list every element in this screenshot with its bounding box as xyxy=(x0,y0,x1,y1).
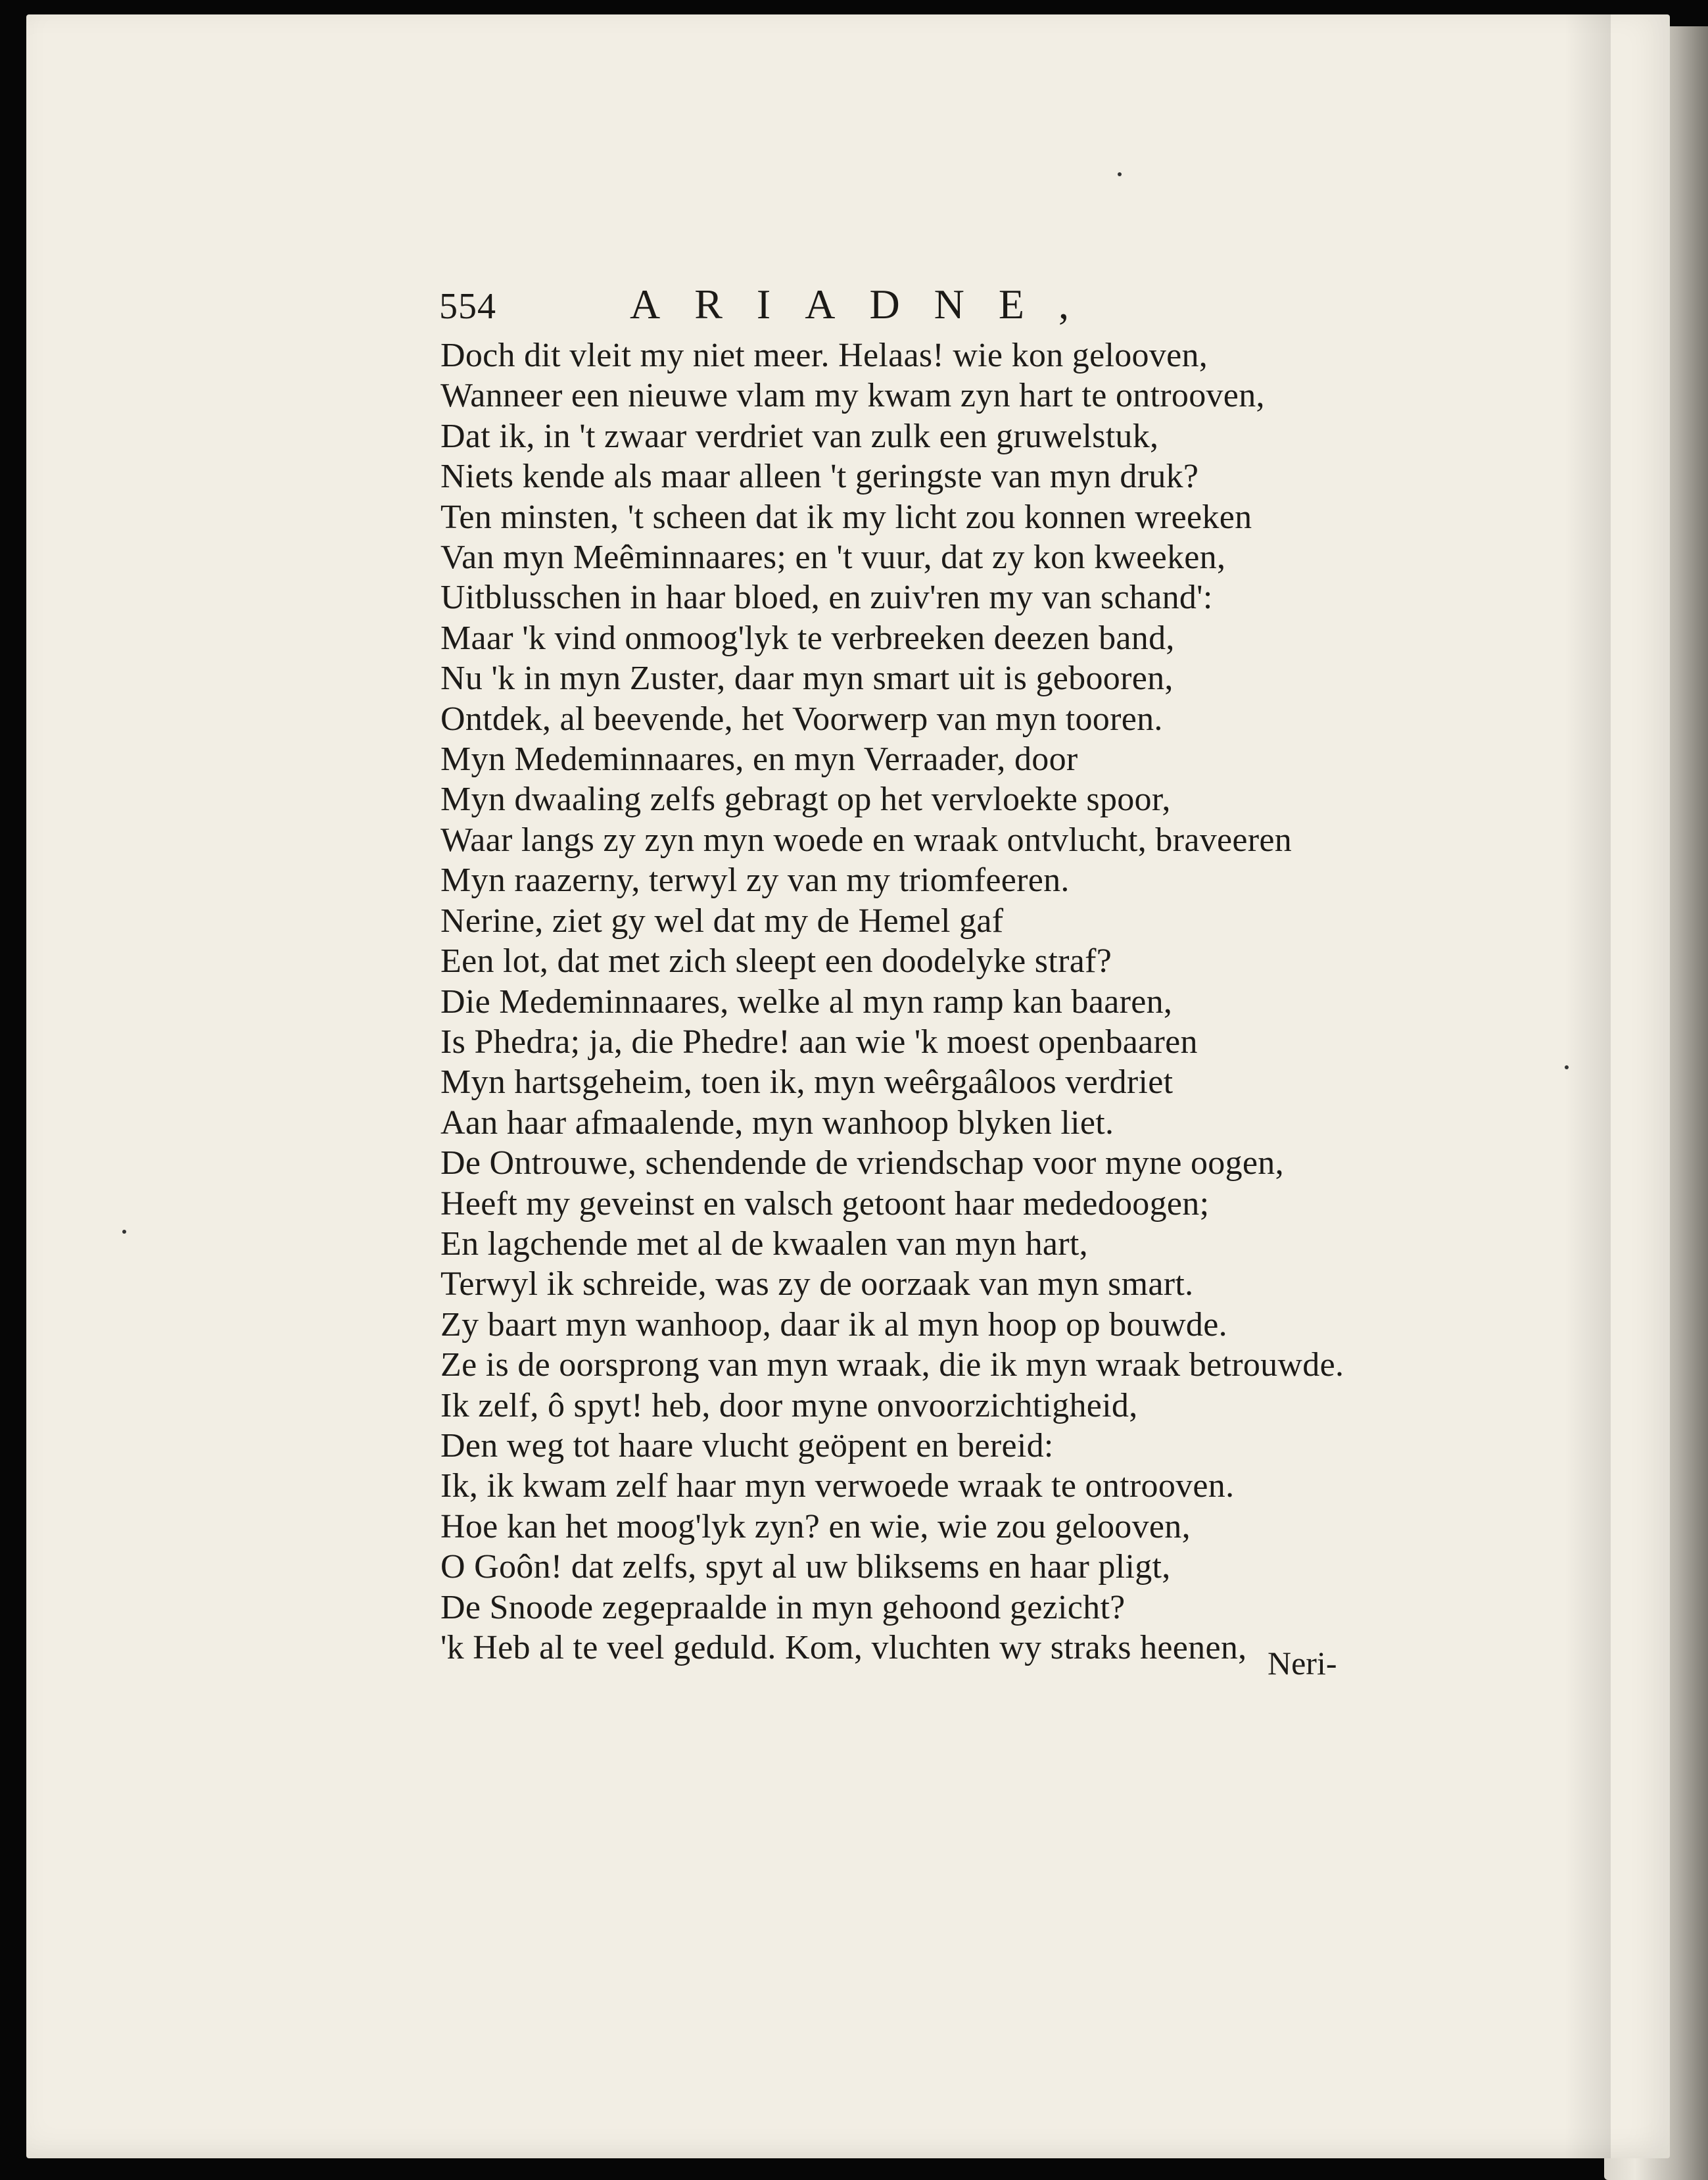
verse-line: Nerine, ziet gy wel dat my de Hemel gaf xyxy=(440,902,1004,940)
verse-line: Wanneer een nieuwe vlam my kwam zyn hart te ontrooven, xyxy=(440,377,1265,415)
verse-line: 'k Heb al te veel geduld. Kom, vluchten wy straks heenen, xyxy=(440,1629,1247,1666)
verse-line: Myn hartsgeheim, toen ik, myn weêrgaâloos verdriet xyxy=(440,1063,1174,1102)
verse-line: Ontdek, al beevende, het Voorwerp van myn tooren. xyxy=(440,700,1163,738)
verse-line: Aan haar afmaalende, myn wanhoop blyken liet. xyxy=(440,1103,1114,1142)
verse-line: De Snoode zegepraalde in myn gehoond gezicht? xyxy=(440,1588,1126,1626)
verse-line: Heeft my geveinst en valsch getoont haar mededoogen; xyxy=(440,1184,1210,1223)
verse-line: Ik, ik kwam zelf haar myn verwoede wraak te ontrooven. xyxy=(440,1467,1235,1505)
verse-line: Een lot, dat met zich sleept een doodelyke straf? xyxy=(440,942,1112,981)
verse-line: En lagchende met al de kwaalen van myn hart, xyxy=(440,1224,1088,1263)
verse-line: Waar langs zy zyn myn woede en wraak ontvlucht, braveeren xyxy=(440,821,1293,859)
verse-line: Nu 'k in myn Zuster, daar myn smart uit is gebooren, xyxy=(440,660,1174,698)
verse-line: Uitblusschen in haar bloed, en zuiv'ren my van schand': xyxy=(440,579,1213,617)
verse-line: Terwyl ik schreide, was zy de oorzaak van myn smart. xyxy=(440,1265,1194,1303)
page-header xyxy=(439,276,1241,335)
verse-text xyxy=(440,335,1387,1668)
verse-line: Maar 'k vind onmoog'lyk te verbreeken deezen band, xyxy=(440,619,1175,657)
verse-line: Ten minsten, 't scheen dat ik my licht zou konnen wreeken xyxy=(440,498,1252,536)
verse-line: Myn raazerny, terwyl zy van my triomfeeren. xyxy=(440,861,1070,900)
verse-line: Die Medeminnaares, welke al myn ramp kan baaren, xyxy=(440,982,1173,1021)
verse-line: Myn Medeminnaares, en myn Verraader, door xyxy=(440,740,1078,779)
paper-speck xyxy=(1118,172,1122,176)
verse-line: Ze is de oorsprong van myn wraak, die ik myn wraak betrouwde. xyxy=(440,1346,1344,1384)
page-number: 554 xyxy=(439,286,496,327)
verse-line: Van myn Meêminnaares; en 't vuur, dat zy kon kweeken, xyxy=(440,539,1226,577)
paper-speck xyxy=(1565,1065,1569,1069)
verse-line: Niets kende als maar alleen 't geringste van myn druk? xyxy=(440,458,1199,496)
verse-line: De Ontrouwe, schendende de vriendschap voor myne oogen, xyxy=(440,1144,1284,1182)
verse-line: Zy baart myn wanhoop, daar ik al myn hoop op bouwde. xyxy=(440,1305,1227,1344)
catchword: Neri- xyxy=(1268,1645,1337,1682)
verse-line: Hoe kan het moog'lyk zyn? en wie, wie zou gelooven, xyxy=(440,1507,1191,1545)
verse-line: Is Phedra; ja, die Phedre! aan wie 'k moest openbaaren xyxy=(440,1023,1198,1061)
verse-line: O Goôn! dat zelfs, spyt al uw bliksems en haar pligt, xyxy=(440,1548,1171,1586)
verse-line: Den weg tot haare vlucht geöpent en bereid: xyxy=(440,1426,1054,1465)
running-title: ARIADNE, xyxy=(630,281,1103,327)
gutter-shadow xyxy=(1565,14,1611,2158)
verse-line: Dat ik, in 't zwaar verdriet van zulk een gruwelstuk, xyxy=(440,417,1159,455)
verse-line: Myn dwaaling zelfs gebragt op het vervloekte spoor, xyxy=(440,781,1171,819)
verse-line: Doch dit vleit my niet meer. Helaas! wie kon gelooven, xyxy=(440,337,1208,374)
paper-speck xyxy=(122,1230,126,1234)
verse-line: Ik zelf, ô spyt! heb, door myne onvoorzichtigheid, xyxy=(440,1386,1138,1424)
